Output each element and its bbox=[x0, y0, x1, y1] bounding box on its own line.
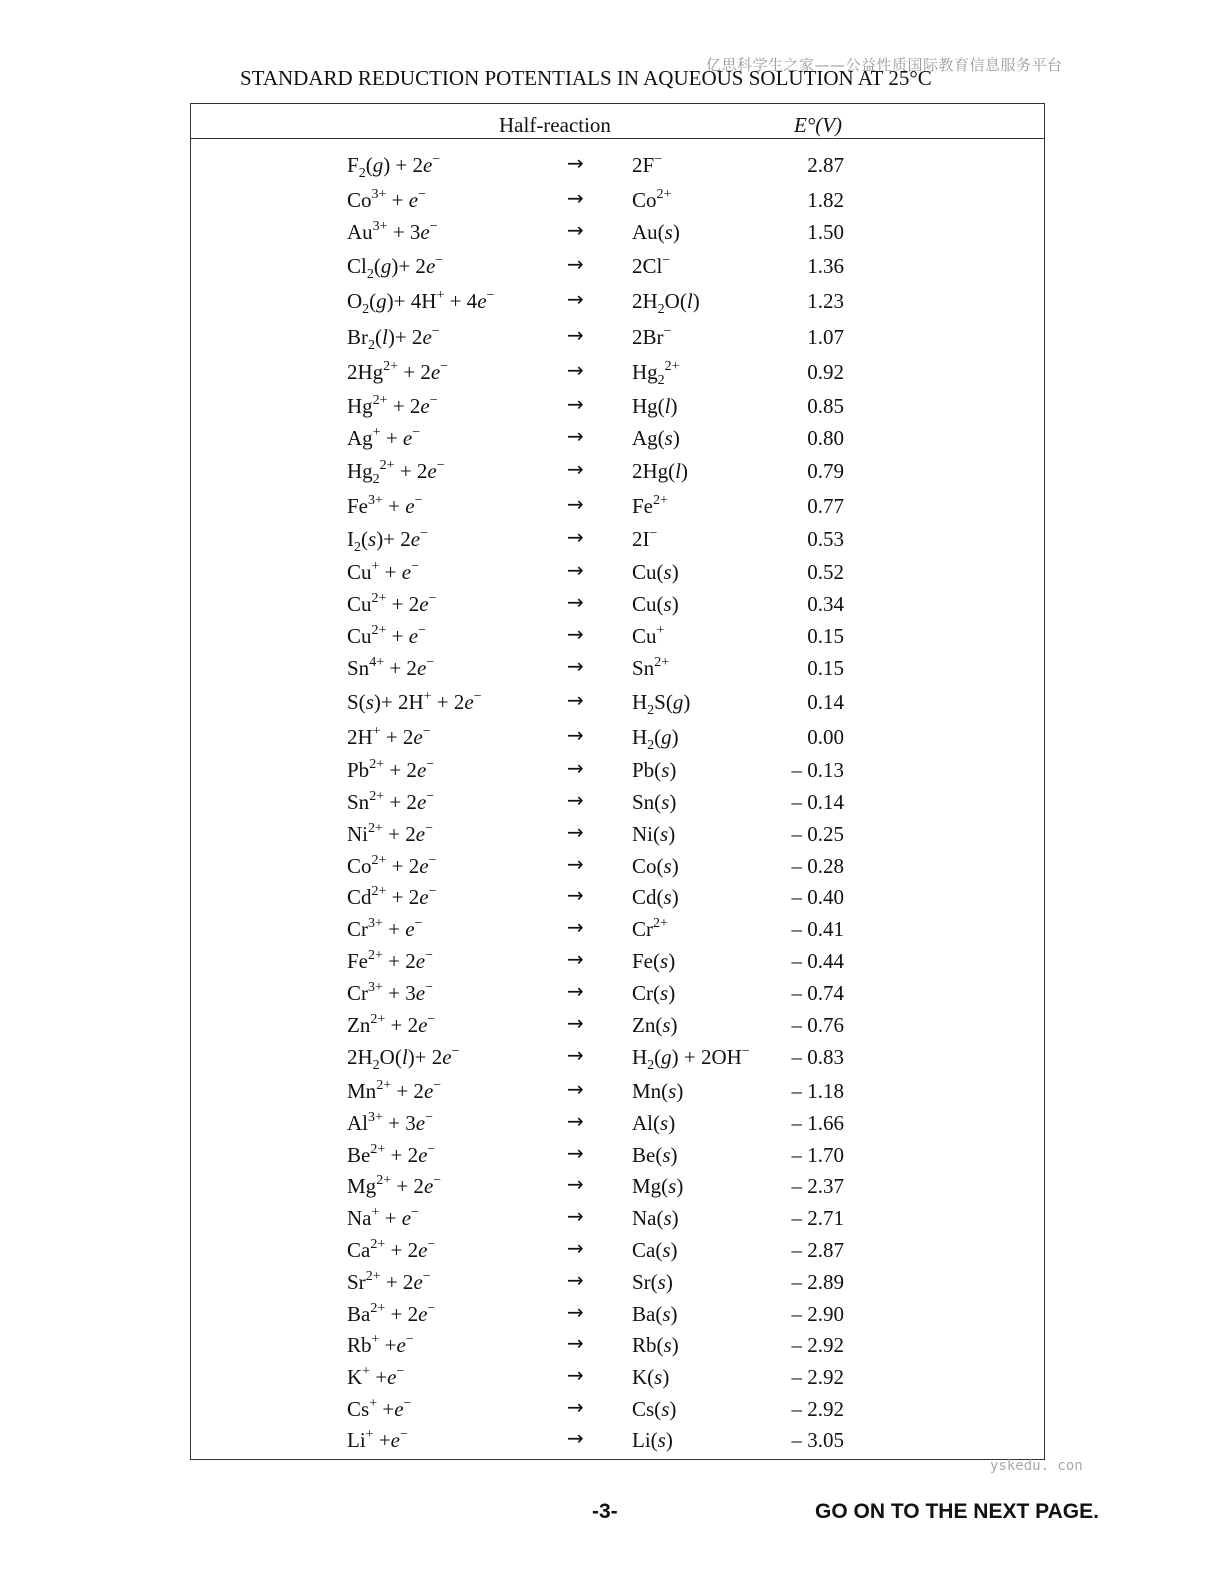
watermark-top: 亿思科学生之家——公益性质国际教育信息服务平台 bbox=[706, 56, 1063, 74]
table-row bbox=[191, 1393, 1044, 1423]
table-row bbox=[191, 850, 1044, 880]
reactant-cell: $Br_2(l)+ 2e^-$ bbox=[347, 324, 440, 353]
reactant-cell: $Cd^{2+} + 2e^-$ bbox=[347, 884, 437, 909]
product-cell: Mg(s) bbox=[632, 1174, 684, 1198]
arrow-icon: → bbox=[567, 1395, 584, 1419]
product-cell: $H_2(g) + 2OH^-$ bbox=[632, 1044, 750, 1073]
potential-cell: – 2.89 bbox=[791, 1270, 844, 1294]
product-cell: Cu(s) bbox=[632, 592, 679, 616]
reactant-cell: $Mg^{2+} + 2e^-$ bbox=[347, 1173, 442, 1198]
product-cell: Co(s) bbox=[632, 854, 679, 878]
product-cell: $Sn^{2+}$ bbox=[632, 655, 670, 680]
table-row bbox=[191, 390, 1044, 420]
table-row bbox=[191, 1298, 1044, 1328]
product-cell: $H_2(g)$ bbox=[632, 725, 679, 753]
product-cell: $Hg_2^{2+}$ bbox=[632, 359, 680, 388]
reactant-cell: Cs+ +e− bbox=[347, 1396, 412, 1421]
reactant-cell: $Co^{3+} + e^-$ bbox=[347, 187, 426, 212]
table-row bbox=[191, 285, 1044, 315]
table-row bbox=[191, 652, 1044, 682]
arrow-icon: → bbox=[567, 688, 584, 712]
potential-cell: – 1.18 bbox=[791, 1079, 844, 1103]
potential-cell: – 0.25 bbox=[791, 822, 844, 846]
potential-cell: 0.80 bbox=[807, 426, 844, 450]
reactant-cell: $Zn^{2+} + 2e^-$ bbox=[347, 1012, 436, 1037]
arrow-icon: → bbox=[567, 358, 584, 382]
arrow-icon: → bbox=[567, 883, 584, 907]
arrow-icon: → bbox=[567, 1331, 584, 1355]
arrow-icon: → bbox=[567, 1363, 584, 1387]
reactant-cell: $Fe^{3+} + e^-$ bbox=[347, 493, 423, 518]
potential-cell: – 0.76 bbox=[791, 1013, 844, 1037]
potential-cell: 1.23 bbox=[807, 289, 844, 313]
product-cell: 2F− bbox=[632, 152, 663, 177]
arrow-icon: → bbox=[567, 590, 584, 614]
table-row bbox=[191, 881, 1044, 911]
table-row bbox=[191, 216, 1044, 246]
table-row bbox=[191, 977, 1044, 1007]
potential-cell: 0.14 bbox=[807, 690, 844, 714]
table-row bbox=[191, 1009, 1044, 1039]
potential-cell: 0.85 bbox=[807, 394, 844, 418]
product-cell: Zn(s) bbox=[632, 1013, 678, 1037]
reduction-potentials-table bbox=[190, 103, 1045, 1460]
reactant-cell: Na+ + e− bbox=[347, 1205, 419, 1230]
table-row bbox=[191, 523, 1044, 553]
header-divider bbox=[191, 138, 1044, 139]
header-half-reaction: Half-reaction bbox=[499, 113, 611, 137]
product-cell: Pb(s) bbox=[632, 758, 677, 782]
arrow-icon: → bbox=[567, 1236, 584, 1260]
product-cell: $H_2S(g)$ bbox=[632, 690, 691, 718]
potential-cell: 2.87 bbox=[807, 153, 844, 177]
reactant-cell: Rb+ +e− bbox=[347, 1332, 414, 1357]
product-cell: Na(s) bbox=[632, 1206, 679, 1230]
arrow-icon: → bbox=[567, 820, 584, 844]
reactant-cell: $Hg^{2+} + 2e^-$ bbox=[347, 393, 438, 418]
arrow-icon: → bbox=[567, 151, 584, 175]
arrow-icon: → bbox=[567, 1011, 584, 1035]
table-row bbox=[191, 1170, 1044, 1200]
table-row bbox=[191, 786, 1044, 816]
potential-cell: 1.07 bbox=[807, 325, 844, 349]
product-cell: 2Hg(l) bbox=[632, 459, 689, 483]
reactant-cell: $Hg_2^{2+} + 2e^-$ bbox=[347, 458, 445, 487]
potential-cell: 0.92 bbox=[807, 360, 844, 384]
reactant-cell: S(s)+ 2H+ + 2e− bbox=[347, 689, 482, 714]
arrow-icon: → bbox=[567, 558, 584, 582]
potential-cell: – 0.83 bbox=[791, 1045, 844, 1069]
reactant-cell: $Ca^{2+} + 2e^-$ bbox=[347, 1237, 436, 1262]
arrow-icon: → bbox=[567, 1300, 584, 1324]
header-potential bbox=[794, 113, 842, 138]
reactant-cell: $2Hg^{2+} + 2e^-$ bbox=[347, 359, 449, 384]
product-cell: Rb(s) bbox=[632, 1333, 679, 1357]
arrow-icon: → bbox=[567, 788, 584, 812]
product-cell: Ca(s) bbox=[632, 1238, 678, 1262]
potential-cell: – 2.92 bbox=[791, 1365, 844, 1389]
table-row bbox=[191, 913, 1044, 943]
potential-cell: 0.79 bbox=[807, 459, 844, 483]
product-cell: 2Br− bbox=[632, 324, 672, 349]
table-row bbox=[191, 1266, 1044, 1296]
arrow-icon: → bbox=[567, 723, 584, 747]
product-cell: Sn(s) bbox=[632, 790, 677, 814]
product-cell: Cs(s) bbox=[632, 1397, 677, 1421]
arrow-icon: → bbox=[567, 492, 584, 516]
arrow-icon: → bbox=[567, 525, 584, 549]
potential-cell: – 2.90 bbox=[791, 1302, 844, 1326]
table-row bbox=[191, 422, 1044, 452]
potential-cell: 0.15 bbox=[807, 656, 844, 680]
arrow-icon: → bbox=[567, 186, 584, 210]
product-cell: Be(s) bbox=[632, 1143, 678, 1167]
reactant-cell: $Cr^{3+} + e^-$ bbox=[347, 916, 423, 941]
product-cell: Ba(s) bbox=[632, 1302, 678, 1326]
table-row bbox=[191, 721, 1044, 751]
reactant-cell: Cu+ + e− bbox=[347, 559, 419, 584]
reactant-cell: $Ba^{2+} + 2e^-$ bbox=[347, 1301, 436, 1326]
table-row bbox=[191, 620, 1044, 650]
reactant-cell: $Au^{3+} + 3e^-$ bbox=[347, 219, 438, 244]
arrow-icon: → bbox=[567, 979, 584, 1003]
potential-cell: – 3.05 bbox=[791, 1428, 844, 1452]
table-row bbox=[191, 250, 1044, 280]
arrow-icon: → bbox=[567, 252, 584, 276]
reactant-cell: $Cu^{2+} + 2e^-$ bbox=[347, 591, 437, 616]
potential-cell: – 0.14 bbox=[791, 790, 844, 814]
table-row bbox=[191, 1329, 1044, 1359]
product-cell: Al(s) bbox=[632, 1111, 676, 1135]
reactant-cell: $Al^{3+} + 3e^-$ bbox=[347, 1110, 433, 1135]
product-cell: Cr(s) bbox=[632, 981, 676, 1005]
arrow-icon: → bbox=[567, 1268, 584, 1292]
product-cell: $2H_2O(l)$ bbox=[632, 289, 700, 317]
table-row bbox=[191, 754, 1044, 784]
product-cell: $Cr^{2+}$ bbox=[632, 916, 668, 941]
table-row bbox=[191, 945, 1044, 975]
arrow-icon: → bbox=[567, 1172, 584, 1196]
arrow-icon: → bbox=[567, 1109, 584, 1133]
table-row bbox=[191, 1202, 1044, 1232]
potential-cell: 0.34 bbox=[807, 592, 844, 616]
reactant-cell: $Cr^{3+} + 3e^-$ bbox=[347, 980, 433, 1005]
table-row bbox=[191, 149, 1044, 179]
potential-cell: 0.77 bbox=[807, 494, 844, 518]
product-cell: 2Cl− bbox=[632, 253, 671, 278]
potential-cell: – 1.66 bbox=[791, 1111, 844, 1135]
reactant-cell: $Ni^{2+} + 2e^-$ bbox=[347, 821, 433, 846]
arrow-icon: → bbox=[567, 323, 584, 347]
product-cell: Ag(s) bbox=[632, 426, 680, 450]
product-cell: Sr(s) bbox=[632, 1270, 673, 1294]
reactant-cell: K+ +e− bbox=[347, 1364, 405, 1389]
table-row bbox=[191, 184, 1044, 214]
arrow-icon: → bbox=[567, 947, 584, 971]
potential-cell: 0.53 bbox=[807, 527, 844, 551]
table-row bbox=[191, 686, 1044, 716]
table-row bbox=[191, 818, 1044, 848]
potential-cell: – 2.92 bbox=[791, 1333, 844, 1357]
product-cell: 2I− bbox=[632, 526, 658, 551]
arrow-icon: → bbox=[567, 622, 584, 646]
table-row bbox=[191, 1139, 1044, 1169]
potential-cell: – 0.28 bbox=[791, 854, 844, 878]
table-row bbox=[191, 321, 1044, 351]
reactant-cell: Ag+ + e− bbox=[347, 425, 421, 450]
potential-cell: – 1.70 bbox=[791, 1143, 844, 1167]
reactant-cell: $Co^{2+} + 2e^-$ bbox=[347, 853, 437, 878]
arrow-icon: → bbox=[567, 915, 584, 939]
potential-cell: – 0.13 bbox=[791, 758, 844, 782]
potential-cell: – 0.40 bbox=[791, 885, 844, 909]
next-page-notice: GO ON TO THE NEXT PAGE. bbox=[815, 1500, 1099, 1523]
page-number: -3- bbox=[592, 1500, 618, 1523]
arrow-icon: → bbox=[567, 756, 584, 780]
potential-cell: – 2.87 bbox=[791, 1238, 844, 1262]
reactant-cell: $Cl_2(g)+ 2e^-$ bbox=[347, 253, 444, 282]
potential-cell: 0.00 bbox=[807, 725, 844, 749]
product-cell: $Co^{2+}$ bbox=[632, 187, 672, 212]
watermark-bottom: yskedu. con bbox=[990, 1458, 1083, 1474]
potential-cell: – 0.74 bbox=[791, 981, 844, 1005]
potential-cell: – 2.37 bbox=[791, 1174, 844, 1198]
reactant-cell: $2H_2O(l)+ 2e^-$ bbox=[347, 1044, 460, 1073]
arrow-icon: → bbox=[567, 1141, 584, 1165]
table-row bbox=[191, 1234, 1044, 1264]
reactant-cell: $O_2(g)+ 4H^+ + 4e^-$ bbox=[347, 288, 495, 317]
header-potential-label: E°(V) bbox=[794, 113, 843, 137]
product-cell: Li(s) bbox=[632, 1428, 673, 1452]
reactant-cell: $Mn^{2+} + 2e^-$ bbox=[347, 1078, 442, 1103]
potential-cell: 1.50 bbox=[807, 220, 844, 244]
table-row bbox=[191, 556, 1044, 586]
potential-cell: 1.36 bbox=[807, 254, 844, 278]
product-cell: Hg(l) bbox=[632, 394, 678, 418]
potential-cell: – 0.41 bbox=[791, 917, 844, 941]
reactant-cell: $Sn^{4+} + 2e^-$ bbox=[347, 655, 435, 680]
reactant-cell: $Fe^{2+} + 2e^-$ bbox=[347, 948, 433, 973]
reactant-cell: $Pb^{2+} + 2e^-$ bbox=[347, 757, 435, 782]
potential-cell: 0.52 bbox=[807, 560, 844, 584]
arrow-icon: → bbox=[567, 287, 584, 311]
potential-cell: 0.15 bbox=[807, 624, 844, 648]
reactant-cell: $Sn^{2+} + 2e^-$ bbox=[347, 789, 435, 814]
arrow-icon: → bbox=[567, 1204, 584, 1228]
reactant-cell: $I_2(s)+ 2e^-$ bbox=[347, 526, 429, 555]
table-row bbox=[191, 1107, 1044, 1137]
product-cell: $Fe^{2+}$ bbox=[632, 493, 668, 518]
arrow-icon: → bbox=[567, 1077, 584, 1101]
product-cell: Fe(s) bbox=[632, 949, 676, 973]
potential-cell: 1.82 bbox=[807, 188, 844, 212]
table-row bbox=[191, 1424, 1044, 1454]
arrow-icon: → bbox=[567, 1043, 584, 1067]
table-row bbox=[191, 1075, 1044, 1105]
page-title: STANDARD REDUCTION POTENTIALS IN AQUEOUS SOLUTION AT 25°C bbox=[240, 66, 932, 90]
table-row bbox=[191, 490, 1044, 520]
product-cell: Cu(s) bbox=[632, 560, 679, 584]
arrow-icon: → bbox=[567, 424, 584, 448]
table-row bbox=[191, 1361, 1044, 1391]
table-row bbox=[191, 1041, 1044, 1071]
arrow-icon: → bbox=[567, 1426, 584, 1450]
table-row bbox=[191, 356, 1044, 386]
arrow-icon: → bbox=[567, 392, 584, 416]
product-cell: Au(s) bbox=[632, 220, 680, 244]
product-cell: K(s) bbox=[632, 1365, 670, 1389]
potential-cell: – 2.92 bbox=[791, 1397, 844, 1421]
product-cell: Cu+ bbox=[632, 623, 665, 648]
arrow-icon: → bbox=[567, 654, 584, 678]
reactant-cell: Li+ +e− bbox=[347, 1427, 408, 1452]
potential-cell: – 0.44 bbox=[791, 949, 844, 973]
table-row bbox=[191, 588, 1044, 618]
reactant-cell: $F_2(g) + 2e^-$ bbox=[347, 152, 441, 181]
product-cell: Ni(s) bbox=[632, 822, 676, 846]
reactant-cell: $Sr^{2+} + 2e^-$ bbox=[347, 1269, 431, 1294]
potential-cell: – 2.71 bbox=[791, 1206, 844, 1230]
reactant-cell: $Cu^{2+} + e^-$ bbox=[347, 623, 426, 648]
arrow-icon: → bbox=[567, 218, 584, 242]
arrow-icon: → bbox=[567, 852, 584, 876]
arrow-icon: → bbox=[567, 457, 584, 481]
reactant-cell: $Be^{2+} + 2e^-$ bbox=[347, 1142, 436, 1167]
reactant-cell: 2H+ + 2e− bbox=[347, 724, 431, 749]
table-row bbox=[191, 455, 1044, 485]
product-cell: Cd(s) bbox=[632, 885, 679, 909]
product-cell: Mn(s) bbox=[632, 1079, 684, 1103]
